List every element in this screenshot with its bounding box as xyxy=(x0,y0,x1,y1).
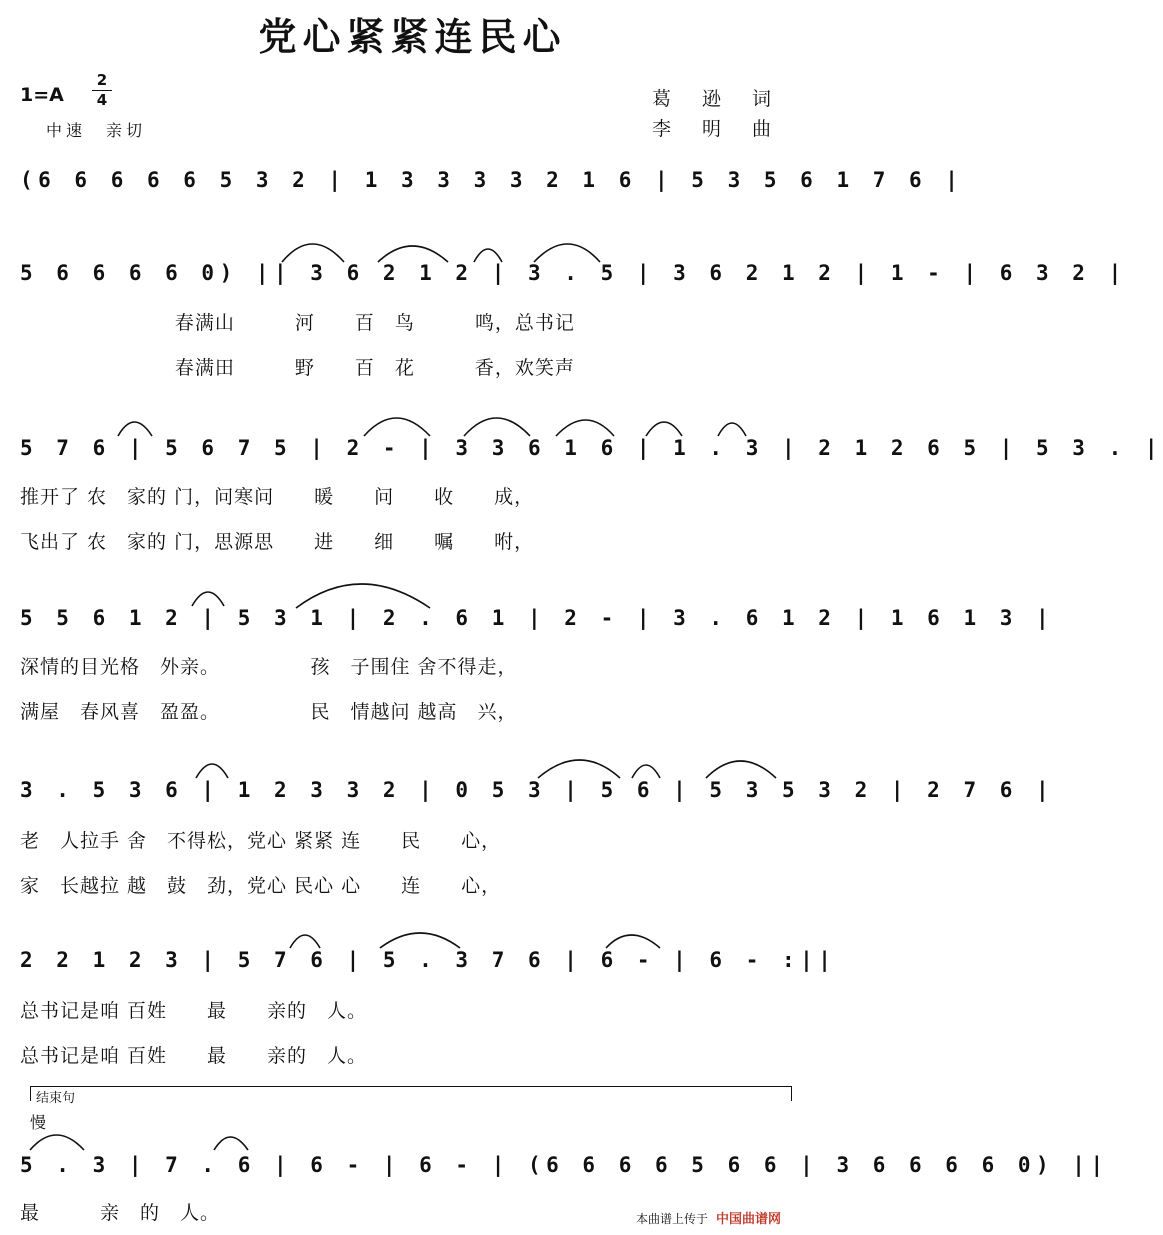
lyric-row-6-verse-2: 总书记是咱 百姓 最 亲的 人。 xyxy=(20,1045,368,1067)
notation-row-3 xyxy=(20,428,1163,468)
ending-label: 结束句 xyxy=(36,1091,76,1106)
lyric-row-5-verse-2: 家 长越拉 越 鼓 劲，党心 民心 心 连 心， xyxy=(20,875,502,897)
meter-top: 2 xyxy=(96,71,108,89)
notation-row-6 xyxy=(20,940,836,980)
meter-bottom: 4 xyxy=(96,91,108,109)
lyric-row-2-verse-1: 春满山 河 百 鸟 鸣，总书记 xyxy=(20,312,575,334)
lyric-row-3-verse-1: 推开了 农 家的 门，问寒问 暖 问 收 成， xyxy=(20,486,535,508)
notation-row-1 xyxy=(20,160,963,200)
notation-row-2 xyxy=(20,253,1127,293)
tempo-marking: 中速 亲切 xyxy=(46,121,147,140)
time-signature xyxy=(92,72,112,109)
notation-row-4-text: 5 5 6 1 2 | 5 3 1 | 2 . 6 1 | 2 - | 3 . 6 1 2 | 1 6 1 3 | xyxy=(20,606,1055,630)
notation-row-3-text: 5 7 6 | 5 6 7 5 | 2 - | 3 3 6 1 6 | 1 . 3 | 2 1 2 6 5 | 5 3 . | xyxy=(20,436,1163,460)
notation-row-4 xyxy=(20,598,1054,638)
composer-credit: 李 明 曲 xyxy=(652,118,778,140)
key-signature: 1=A xyxy=(20,84,64,106)
notation-row-5 xyxy=(20,770,1054,810)
lyric-row-7: 最 亲 的 人。 xyxy=(20,1202,221,1224)
notation-row-1-text: (6 6 6 6 6 5 3 2 | 1 3 3 3 3 2 1 6 | 5 3 5 6 1 7 6 | xyxy=(20,168,964,192)
site-logo: 中国曲谱网 xyxy=(716,1212,782,1227)
lyric-row-2-verse-2: 春满田 野 百 花 香，欢笑声 xyxy=(20,357,575,379)
notation-row-5-text: 3 . 5 3 6 | 1 2 3 3 2 | 0 5 3 | 5 6 | 5 3 5 3 2 | 2 7 6 | xyxy=(20,778,1055,802)
lyric-row-4-verse-2: 满屋 春风喜 盈盈。 民 情越问 越高 兴， xyxy=(20,701,518,723)
notation-row-6-text: 2 2 1 2 3 | 5 7 6 | 5 . 3 7 6 | 6 - | 6 - :|| xyxy=(20,948,837,972)
footer-note: 本曲谱上传于 xyxy=(636,1212,709,1226)
slow-marking: 慢 xyxy=(30,1113,47,1132)
song-title: 党心紧紧连民心 xyxy=(258,15,567,59)
lyric-row-5-verse-1: 老 人拉手 舍 不得松，党心 紧紧 连 民 心， xyxy=(20,830,502,852)
notation-row-7 xyxy=(20,1145,1109,1185)
lyric-row-4-verse-1: 深情的目光格 外亲。 孩 子围住 舍不得走， xyxy=(20,656,518,678)
lyric-row-6-verse-1: 总书记是咱 百姓 最 亲的 人。 xyxy=(20,1000,368,1022)
ending-bracket xyxy=(30,1086,792,1101)
notation-row-7-text: 5 . 3 | 7 . 6 | 6 - | 6 - | (6 6 6 6 5 6 6 | 3 6 6 6 6 0) || xyxy=(20,1153,1109,1177)
lyricist-credit: 葛 逊 词 xyxy=(652,88,778,110)
notation-row-2-text: 5 6 6 6 6 0) || 3 6 2 1 2 | 3 . 5 | 3 6 2 1 2 | 1 - | 6 3 2 | xyxy=(20,261,1127,285)
lyric-row-3-verse-2: 飞出了 农 家的 门，思源思 进 细 嘱 咐， xyxy=(20,531,535,553)
